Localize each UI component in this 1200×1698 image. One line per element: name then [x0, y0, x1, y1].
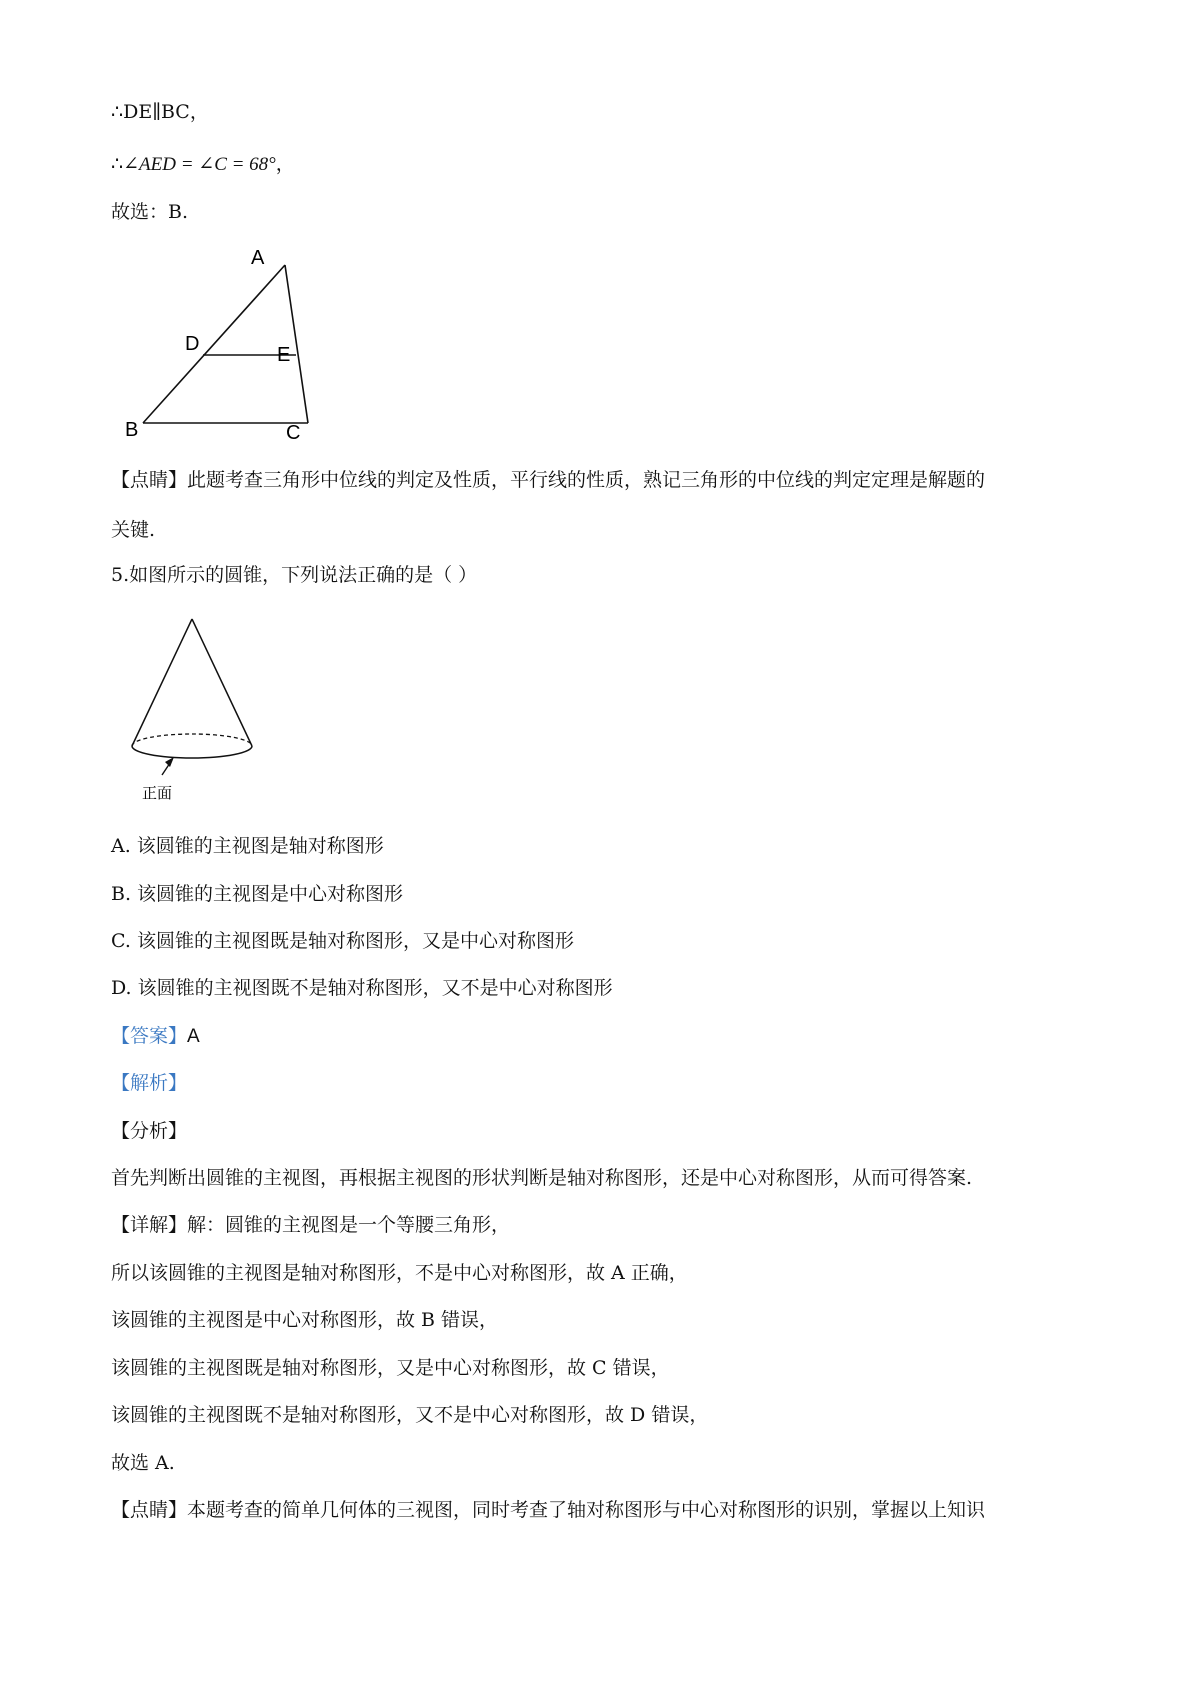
option-a: A. 该圆锥的主视图是轴对称图形 — [111, 835, 384, 857]
solution-line-4: 该圆锥的主视图既不是轴对称图形，又不是中心对称图形，故 D 错误， — [111, 1404, 709, 1426]
option-b: B. 该圆锥的主视图是中心对称图形 — [111, 883, 404, 905]
point-label-d: D — [185, 333, 200, 355]
solution-line-3: 该圆锥的主视图既是轴对称图形，又是中心对称图形，故 C 错误， — [111, 1357, 670, 1379]
dianjing-2-line: 【点睛】本题考查的简单几何体的三视图，同时考查了轴对称图形与中心对称图形的识别，掌握以上知识 — [111, 1499, 986, 1521]
vertex-label-b: B — [125, 419, 139, 440]
fenxi-label: 【分析】 — [111, 1120, 188, 1142]
solution-line-5: 故选 A. — [111, 1452, 175, 1474]
option-c: C. 该圆锥的主视图既是轴对称图形，又是中心对称图形 — [111, 930, 574, 952]
dianjing-1-line-2: 关键. — [111, 519, 156, 541]
cone-left-edge — [132, 619, 192, 746]
therefore-symbol: ∴ — [111, 153, 124, 175]
point-label-e: E — [277, 344, 291, 366]
dianjing-1-line-1: 【点睛】此题考查三角形中位线的判定及性质，平行线的性质，熟记三角形的中位线的判定定理是解题的 — [111, 469, 986, 491]
cone-front-caption: 正面 — [142, 785, 173, 802]
vertex-label-a: A — [251, 247, 265, 269]
solution-line-1: 所以该圆锥的主视图是轴对称图形，不是中心对称图形，故 A 正确， — [111, 1262, 688, 1284]
solution-line-2: 该圆锥的主视图是中心对称图形，故 B 错误， — [111, 1309, 499, 1331]
text-line-de-parallel-bc: ∴DE∥BC， — [111, 101, 209, 123]
cone-right-edge — [192, 619, 252, 746]
question-5-stem: 5.如图所示的圆锥，下列说法正确的是（ ） — [111, 564, 478, 586]
side-ab — [143, 265, 285, 423]
option-d: D. 该圆锥的主视图既不是轴对称图形，又不是中心对称图形 — [111, 977, 613, 999]
answer-value: A — [187, 1026, 200, 1047]
vertex-label-c: C — [286, 422, 301, 440]
angle-equation: ∠AED = ∠C = 68° — [123, 154, 276, 175]
answer-line — [111, 1024, 200, 1049]
answer-label: 【答案】 — [111, 1025, 188, 1047]
front-arrow-head — [165, 757, 174, 767]
cone-base-back-arc — [132, 734, 252, 746]
cone-figure — [118, 605, 268, 815]
xiangjie-line: 【详解】解：圆锥的主视图是一个等腰三角形， — [111, 1214, 511, 1236]
fenxi-text: 首先判断出圆锥的主视图，再根据主视图的形状判断是轴对称图形，还是中心对称图形，从而可得答案. — [111, 1167, 973, 1189]
triangle-figure — [125, 240, 345, 440]
line-punctuation: ， — [275, 153, 295, 175]
text-line-angle-aed — [111, 152, 295, 177]
text-line-choose-b: 故选：B. — [111, 201, 189, 223]
cone-base-front-arc — [132, 746, 252, 758]
jiexi-label: 【解析】 — [111, 1072, 188, 1094]
